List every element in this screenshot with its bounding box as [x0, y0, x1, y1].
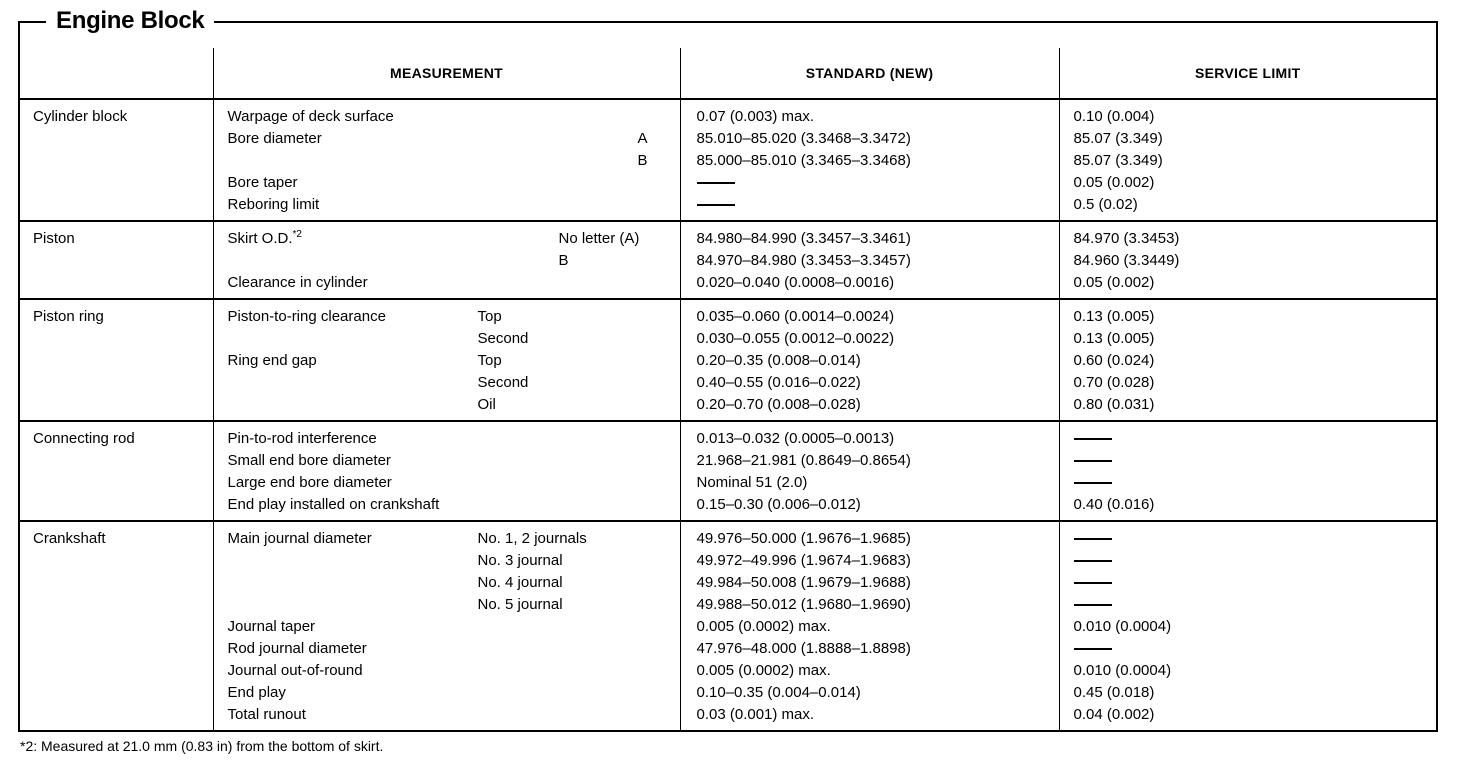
service-limit-value: 85.07 (3.349) [1073, 152, 1163, 169]
measurement-cell [213, 221, 680, 299]
table-row [20, 421, 1436, 521]
measurement-label: Small end bore diameter [227, 452, 391, 469]
service-limit-value [1074, 638, 1437, 660]
service-limit-value [1074, 450, 1437, 472]
standard-cell [680, 221, 1059, 299]
service-limit-value [1074, 572, 1437, 594]
service-limit-value: 0.010 (0.0004) [1073, 618, 1172, 635]
measurement-sub-label [478, 704, 680, 726]
service-limit-value: 0.04 (0.002) [1073, 706, 1155, 723]
measurement-line [214, 328, 680, 350]
service-limit-cell [1059, 421, 1436, 521]
measurement-line [214, 394, 680, 416]
measurement-label: Warpage of deck surface [227, 108, 394, 125]
service-limit-value: 0.40 (0.016) [1073, 496, 1155, 513]
not-applicable-dash [1074, 460, 1112, 462]
standard-value: 0.40–0.55 (0.016–0.022) [696, 374, 861, 391]
measurement-line [214, 616, 680, 638]
service-limit-value: 0.10 (0.004) [1073, 108, 1155, 125]
measurement-label [214, 372, 478, 394]
service-limit-value: 0.13 (0.005) [1073, 330, 1155, 347]
service-limit-value: 0.80 (0.031) [1073, 396, 1155, 413]
measurement-line [214, 128, 680, 150]
service-limit-value [1074, 594, 1437, 616]
measurement-label: Reboring limit [227, 196, 320, 213]
standard-value: 84.970–84.980 (3.3453–3.3457) [696, 252, 911, 269]
standard-value: 0.005 (0.0002) max. [696, 618, 831, 635]
measurement-sub-label [559, 272, 664, 294]
service-limit-cell [1059, 221, 1436, 299]
measurement-sub-label: No letter (A) [558, 230, 640, 247]
measurement-label: Total runout [227, 706, 306, 723]
measurement-line [214, 660, 680, 682]
measurement-label: Journal taper [227, 618, 316, 635]
measurement-sub-label [478, 682, 680, 704]
measurement-label: Ring end gap [227, 352, 317, 369]
standard-value: 0.035–0.060 (0.0014–0.0024) [696, 308, 895, 325]
not-applicable-dash [697, 182, 735, 184]
not-applicable-dash [1074, 604, 1112, 606]
service-limit-value [1074, 550, 1437, 572]
standard-value: 49.976–50.000 (1.9676–1.9685) [696, 530, 911, 547]
measurement-label [214, 394, 478, 416]
measurement-label [214, 328, 478, 350]
measurement-line [214, 372, 680, 394]
measurement-cell [213, 421, 680, 521]
measurement-line [214, 472, 680, 494]
measurement-sub-label [478, 472, 680, 494]
standard-value: 0.020–0.040 (0.0008–0.0016) [696, 274, 895, 291]
service-limit-value: 0.13 (0.005) [1073, 308, 1155, 325]
measurement-label-group [228, 228, 302, 250]
service-limit-value: 0.5 (0.02) [1073, 196, 1138, 213]
standard-value: 0.013–0.032 (0.0005–0.0013) [696, 430, 895, 447]
standard-value: 49.988–50.012 (1.9680–1.9690) [696, 596, 911, 613]
measurement-sub-label: Second [477, 330, 529, 347]
standard-value: 49.972–49.996 (1.9674–1.9683) [696, 552, 911, 569]
standard-value: 49.984–50.008 (1.9679–1.9688) [696, 574, 911, 591]
header-blank [20, 48, 213, 99]
standard-value: 0.005 (0.0002) max. [696, 662, 831, 679]
measurement-sub-label: Top [477, 308, 502, 325]
category-cell: Connecting rod [20, 421, 213, 521]
standard-value: 47.976–48.000 (1.8888–1.8898) [696, 640, 911, 657]
measurement-line [214, 494, 680, 516]
measurement-sub-label [478, 660, 680, 682]
measurement-cell [213, 521, 680, 730]
measurement-sub-label: No. 4 journal [477, 574, 563, 591]
measurement-sub-label: Oil [477, 396, 496, 413]
measurement-label: Rod journal diameter [227, 640, 367, 657]
standard-value: 0.10–0.35 (0.004–0.014) [696, 684, 861, 701]
measurement-sub-label [478, 616, 680, 638]
service-limit-value: 85.07 (3.349) [1073, 130, 1163, 147]
measurement-label [214, 550, 478, 572]
measurement-label: Bore taper [227, 174, 298, 191]
standard-value: 85.000–85.010 (3.3465–3.3468) [696, 152, 911, 169]
category-cell: Cylinder block [20, 99, 213, 221]
standard-value [697, 194, 1059, 216]
standard-cell [680, 299, 1059, 421]
measurement-line [214, 172, 680, 194]
measurement-line [214, 638, 680, 660]
measurement-line [214, 682, 680, 704]
measurement-cell [213, 99, 680, 221]
measurement-label: Clearance in cylinder [227, 274, 368, 291]
measurement-line [214, 594, 680, 616]
header-standard: STANDARD (NEW) [680, 48, 1059, 99]
measurement-label: End play [227, 684, 286, 701]
not-applicable-dash [1074, 648, 1112, 650]
measurement-sub-label [478, 638, 680, 660]
table-row [20, 299, 1436, 421]
measurement-label: Large end bore diameter [227, 474, 392, 491]
not-applicable-dash [697, 204, 735, 206]
measurement-sub-label: Second [477, 374, 529, 391]
standard-value [697, 172, 1059, 194]
measurement-label: Pin-to-rod interference [227, 430, 377, 447]
service-limit-value: 0.05 (0.002) [1073, 174, 1155, 191]
measurement-sub-label [478, 428, 680, 450]
standard-value: Nominal 51 (2.0) [696, 474, 808, 491]
not-applicable-dash [1074, 482, 1112, 484]
measurement-label: Piston-to-ring clearance [227, 308, 386, 325]
measurement-line [214, 450, 680, 472]
measurement-sub-label: B [558, 252, 569, 269]
measurement-line [214, 194, 680, 216]
not-applicable-dash [1074, 438, 1112, 440]
measurement-line [214, 306, 680, 328]
service-limit-value [1074, 428, 1437, 450]
standard-value: 21.968–21.981 (0.8649–0.8654) [696, 452, 911, 469]
measurement-sub-label: No. 3 journal [477, 552, 563, 569]
category-cell: Piston ring [20, 299, 213, 421]
measurement-label: Journal out-of-round [227, 662, 363, 679]
header-service-limit: SERVICE LIMIT [1059, 48, 1436, 99]
measurement-label: Skirt O.D. [227, 230, 293, 247]
measurement-label: End play installed on crankshaft [227, 496, 440, 513]
measurement-line [214, 250, 680, 272]
standard-value: 0.07 (0.003) max. [696, 108, 815, 125]
service-limit-value: 0.05 (0.002) [1073, 274, 1155, 291]
standard-cell [680, 521, 1059, 730]
measurement-label [214, 572, 478, 594]
service-limit-value [1074, 528, 1437, 550]
measurement-line [214, 428, 680, 450]
not-applicable-dash [1074, 538, 1112, 540]
standard-cell [680, 421, 1059, 521]
measurement-label [214, 594, 478, 616]
service-limit-cell [1059, 521, 1436, 730]
standard-value: 0.20–0.70 (0.008–0.028) [696, 396, 861, 413]
measurement-line [214, 704, 680, 726]
measurement-sub-label: No. 5 journal [477, 596, 563, 613]
service-limit-value: 0.70 (0.028) [1073, 374, 1155, 391]
measurement-line [214, 150, 680, 172]
table-row [20, 99, 1436, 221]
measurement-sub-label: B [637, 152, 648, 169]
not-applicable-dash [1074, 560, 1112, 562]
service-limit-value: 84.960 (3.3449) [1073, 252, 1180, 269]
measurement-sub-label [478, 450, 680, 472]
table-row [20, 521, 1436, 730]
service-limit-cell [1059, 99, 1436, 221]
service-limit-value: 0.010 (0.0004) [1073, 662, 1172, 679]
standard-value: 0.03 (0.001) max. [696, 706, 815, 723]
standard-value: 84.980–84.990 (3.3457–3.3461) [696, 230, 911, 247]
footnote: *2: Measured at 21.0 mm (0.83 in) from the bottom of skirt. [20, 738, 384, 754]
standard-value: 0.20–0.35 (0.008–0.014) [696, 352, 861, 369]
service-limit-value [1074, 472, 1437, 494]
category-cell: Crankshaft [33, 530, 106, 547]
table-header-row [20, 48, 1436, 99]
spec-table [20, 48, 1436, 730]
measurement-line [214, 106, 680, 128]
measurement-line [214, 572, 680, 594]
service-limit-value: 84.970 (3.3453) [1073, 230, 1180, 247]
standard-value: 0.030–0.055 (0.0012–0.0022) [696, 330, 895, 347]
section-title: Engine Block [56, 7, 205, 34]
category-cell: Piston [20, 221, 213, 299]
measurement-sub-label: A [637, 130, 648, 147]
measurement-line [214, 550, 680, 572]
measurement-line [214, 350, 680, 372]
service-limit-value: 0.45 (0.018) [1073, 684, 1155, 701]
measurement-line [214, 228, 680, 250]
service-limit-cell [1059, 299, 1436, 421]
standard-value: 85.010–85.020 (3.3468–3.3472) [696, 130, 911, 147]
standard-cell [680, 99, 1059, 221]
measurement-label: Bore diameter [227, 130, 322, 147]
measurement-sub-label: Top [477, 352, 502, 369]
section-title-box [46, 6, 214, 36]
footnote-mark: *2 [292, 229, 302, 240]
measurement-label: Main journal diameter [227, 530, 372, 547]
measurement-cell [213, 299, 680, 421]
measurement-line [214, 272, 680, 294]
table-row [20, 221, 1436, 299]
standard-value: 0.15–0.30 (0.006–0.012) [696, 496, 861, 513]
not-applicable-dash [1074, 582, 1112, 584]
measurement-sub-label: No. 1, 2 journals [477, 530, 587, 547]
header-measurement: MEASUREMENT [213, 48, 680, 99]
service-limit-value: 0.60 (0.024) [1073, 352, 1155, 369]
measurement-sub-label [478, 494, 680, 516]
measurement-line [214, 528, 680, 550]
